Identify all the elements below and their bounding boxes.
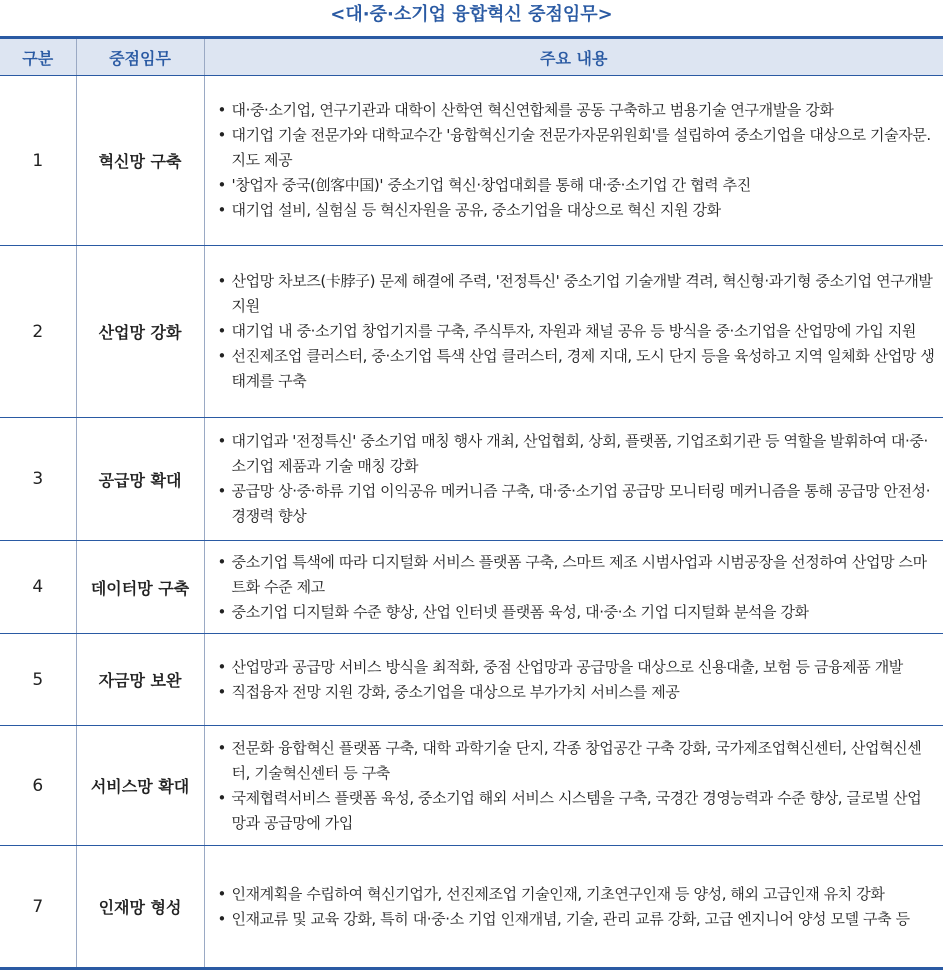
task-content [204, 76, 943, 246]
header-content: 주요 내용 [204, 38, 943, 76]
row-number: 2 [0, 246, 76, 418]
row-number: 1 [0, 76, 76, 246]
table-row [0, 76, 943, 246]
task-name: 산업망 강화 [76, 246, 204, 418]
task-content [204, 418, 943, 541]
content-item: • 대기업 설비, 실험실 등 혁신자원을 공유, 중소기업을 대상으로 혁신 지원 강화 [217, 198, 938, 223]
table-row [0, 634, 943, 726]
row-number: 3 [0, 418, 76, 541]
content-item: • 대기업 기술 전문가와 대학교수간 '융합혁신기술 전문가자문위원회'를 설립하여 중소기업을 대상으로 기술자문.지도 제공 [217, 123, 938, 173]
task-content [204, 634, 943, 726]
task-name: 인재망 형성 [76, 846, 204, 969]
task-content [204, 541, 943, 634]
content-list [217, 736, 938, 836]
task-name: 서비스망 확대 [76, 726, 204, 846]
content-item: • 국제협력서비스 플랫폼 육성, 중소기업 해외 서비스 시스템을 구축, 국경간 경영능력과 수준 향상, 글로벌 산업 망과 공급망에 가입 [217, 786, 938, 836]
table-row [0, 726, 943, 846]
row-number: 6 [0, 726, 76, 846]
row-number: 5 [0, 634, 76, 726]
table-header-row [0, 38, 943, 76]
table-row [0, 541, 943, 634]
content-item: • 산업망 차보즈(卡脖子) 문제 해결에 주력, '전정특신' 중소기업 기술개발 격려, 혁신형·과기형 중소기업 연구개발 지원 [217, 269, 938, 319]
content-item: • 선진제조업 클러스터, 중·소기업 특색 산업 클러스터, 경제 지대, 도시 단지 등을 육성하고 지역 일체화 산업망 생태계를 구축 [217, 344, 938, 394]
content-list [217, 655, 938, 705]
content-item: • 중소기업 디지털화 수준 향상, 산업 인터넷 플랫폼 육성, 대·중·소 기업 디지털화 분석을 강화 [217, 600, 938, 625]
table-row [0, 846, 943, 969]
task-name: 데이터망 구축 [76, 541, 204, 634]
content-item: • 인재계획을 수립하여 혁신기업가, 선진제조업 기술인재, 기초연구인재 등 양성, 해외 고급인재 유치 강화 [217, 882, 938, 907]
content-item: • 산업망과 공급망 서비스 방식을 최적화, 중점 산업망과 공급망을 대상으로 신용대출, 보험 등 금융제품 개발 [217, 655, 938, 680]
task-name: 공급망 확대 [76, 418, 204, 541]
table-row [0, 246, 943, 418]
content-item: • '창업자 중국(创客中国)' 중소기업 혁신·창업대회를 통해 대·중·소기업 간 협력 추진 [217, 173, 938, 198]
header-category: 구분 [0, 38, 76, 76]
content-item: • 대·중·소기업, 연구기관과 대학이 산학연 혁신연합체를 공동 구축하고 범용기술 연구개발을 강화 [217, 98, 938, 123]
content-list [217, 269, 938, 394]
task-name: 자금망 보완 [76, 634, 204, 726]
content-list [217, 98, 938, 223]
table-title: <대·중·소기업 융합혁신 중점임무> [330, 4, 613, 25]
row-number: 7 [0, 846, 76, 969]
header-task: 중점임무 [76, 38, 204, 76]
table-body [0, 76, 943, 969]
task-content [204, 726, 943, 846]
policy-table [0, 36, 943, 970]
content-item: • 공급망 상·중·하류 기업 이익공유 메커니즘 구축, 대·중·소기업 공급망 모니터링 메커니즘을 통해 공급망 안전성·경쟁력 향상 [217, 479, 938, 529]
content-item: • 직접융자 전망 지원 강화, 중소기업을 대상으로 부가가치 서비스를 제공 [217, 680, 938, 705]
task-name: 혁신망 구축 [76, 76, 204, 246]
content-item: • 중소기업 특색에 따라 디지털화 서비스 플랫폼 구축, 스마트 제조 시범사업과 시범공장을 선정하여 산업망 스마트화 수준 제고 [217, 550, 938, 600]
content-item: • 대기업과 '전정특신' 중소기업 매칭 행사 개최, 산업협회, 상회, 플랫폼, 기업조회기관 등 역할을 발휘하여 대·중·소기업 제품과 기술 매칭 강화 [217, 429, 938, 479]
table-row [0, 418, 943, 541]
task-content [204, 246, 943, 418]
content-list [217, 882, 938, 932]
row-number: 4 [0, 541, 76, 634]
content-item: • 대기업 내 중·소기업 창업기지를 구축, 주식투자, 자원과 채널 공유 등 방식을 중·소기업을 산업망에 가입 지원 [217, 319, 938, 344]
content-list [217, 429, 938, 529]
content-item: • 전문화 융합혁신 플랫폼 구축, 대학 과학기술 단지, 각종 창업공간 구축 강화, 국가제조업혁신센터, 산업혁신센터, 기술혁신센터 등 구축 [217, 736, 938, 786]
content-list [217, 550, 938, 625]
task-content [204, 846, 943, 969]
content-item: • 인재교류 및 교육 강화, 특히 대·중·소 기업 인재개념, 기술, 관리 교류 강화, 고급 엔지니어 양성 모델 구축 등 [217, 907, 938, 932]
